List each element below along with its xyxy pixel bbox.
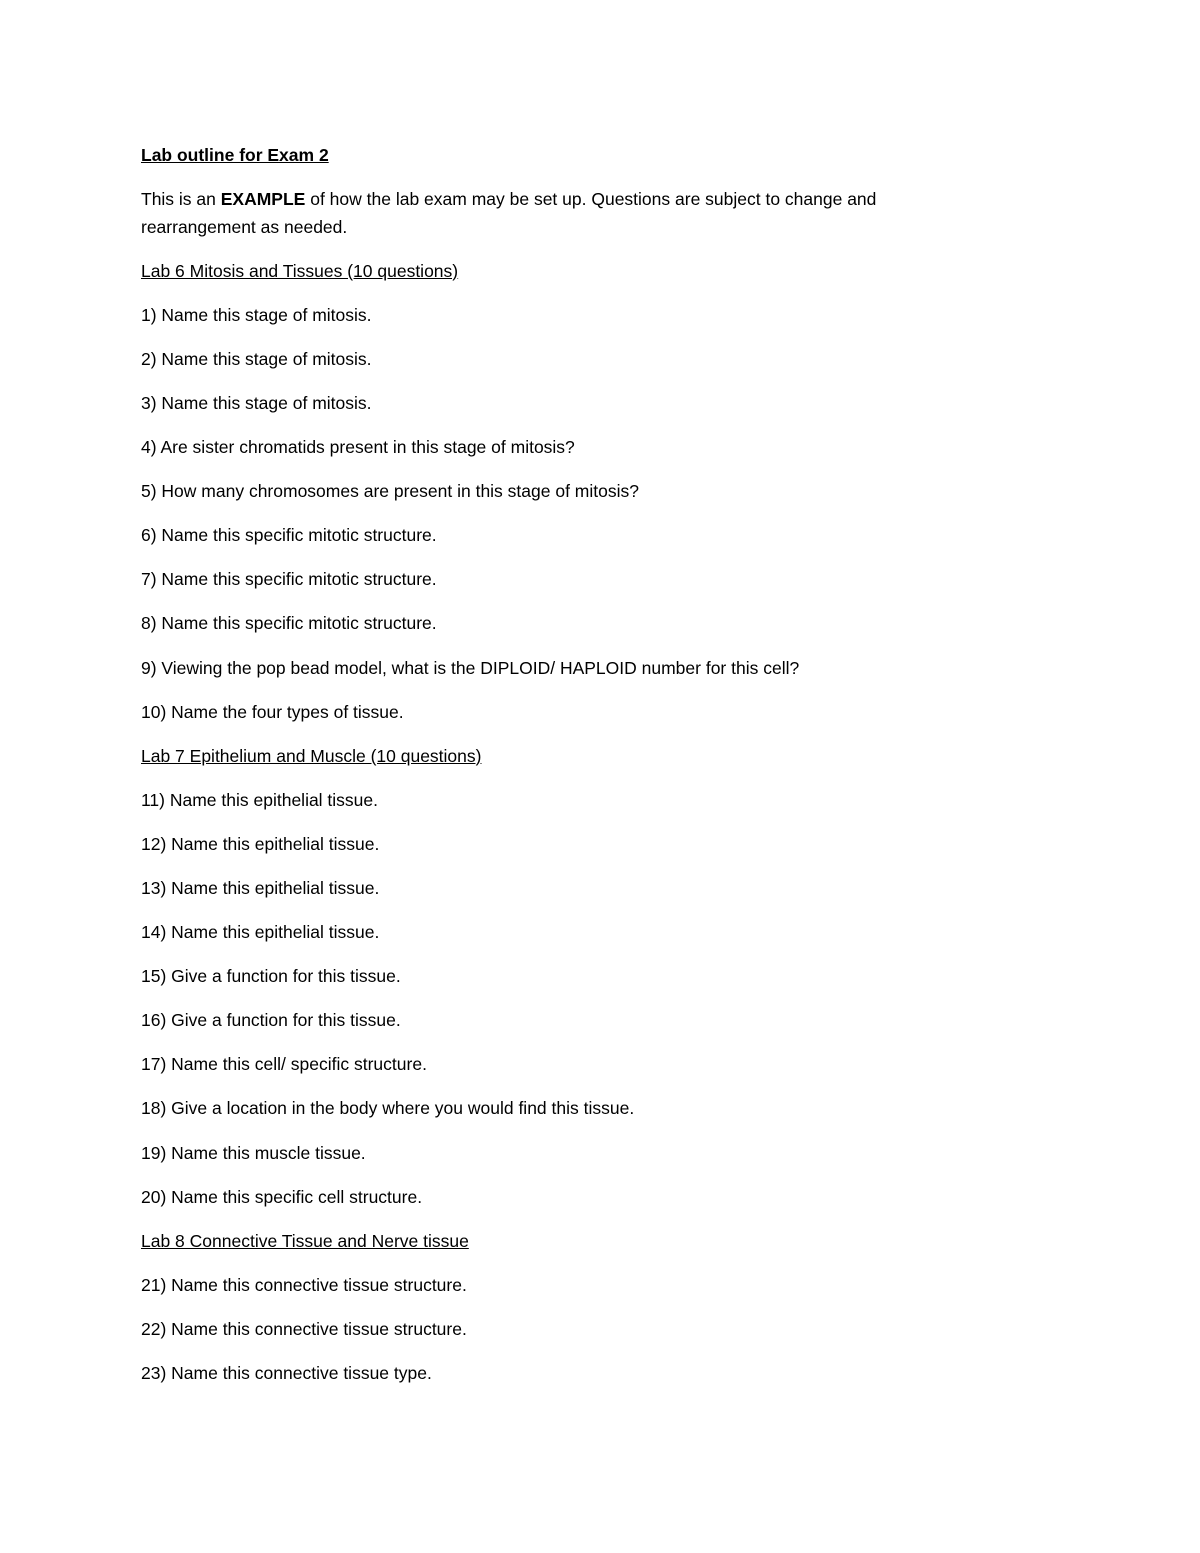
question-item: 13) Name this epithelial tissue. (141, 878, 380, 898)
intro-text-line2: rearrangement as needed. (141, 216, 348, 237)
document-title: Lab outline for Exam 2 (141, 145, 329, 165)
question-item: 1) Name this stage of mitosis. (141, 304, 372, 325)
document-body (141, 142, 1001, 1404)
intro-text-start: This is an (141, 189, 221, 210)
intro-paragraph (141, 186, 1001, 241)
question-item: 12) Name this epithelial tissue. (141, 833, 380, 854)
intro-emphasis: EXAMPLE (220, 189, 306, 210)
question-item: 9) Viewing the pop bead model, what is the DIPLOID/ HAPLOID number for this cell? (141, 657, 800, 678)
question-item: 6) Name this specific mitotic structure. (141, 525, 437, 546)
section-heading-lab7: Lab 7 Epithelium and Muscle (10 questions) (141, 745, 482, 766)
question-item: 2) Name this stage of mitosis. (141, 348, 372, 369)
question-item: 4) Are sister chromatids present in this stage of mitosis? (141, 437, 575, 458)
question-item: 3) Name this stage of mitosis. (141, 392, 372, 413)
question-item: 14) Name this epithelial tissue. (141, 922, 380, 943)
question-item: 18) Give a location in the body where you would find this tissue. (141, 1098, 635, 1119)
section-heading-lab6: Lab 6 Mitosis and Tissues (10 questions) (141, 260, 459, 281)
question-item: 17) Name this cell/ specific structure. (141, 1054, 427, 1075)
question-item: 7) Name this specific mitotic structure. (141, 569, 437, 590)
question-item: 19) Name this muscle tissue. (141, 1142, 366, 1163)
question-item: 22) Name this connective tissue structure. (141, 1318, 467, 1339)
question-item: 10) Name the four types of tissue. (141, 701, 404, 722)
question-item: 15) Give a function for this tissue. (141, 966, 401, 987)
question-item: 5) How many chromosomes are present in this stage of mitosis? (141, 481, 639, 502)
question-item: 8) Name this specific mitotic structure. (141, 613, 437, 634)
intro-text-end: of how the lab exam may be set up. Questions are subject to change and (305, 189, 877, 210)
section-heading-lab8: Lab 8 Connective Tissue and Nerve tissue (141, 1230, 469, 1251)
question-item: 23) Name this connective tissue type. (141, 1363, 432, 1384)
question-item: 20) Name this specific cell structure. (141, 1186, 423, 1207)
question-item: 21) Name this connective tissue structure. (141, 1274, 467, 1295)
question-item: 11) Name this epithelial tissue. (141, 789, 379, 810)
question-item: 16) Give a function for this tissue. (141, 1010, 401, 1031)
